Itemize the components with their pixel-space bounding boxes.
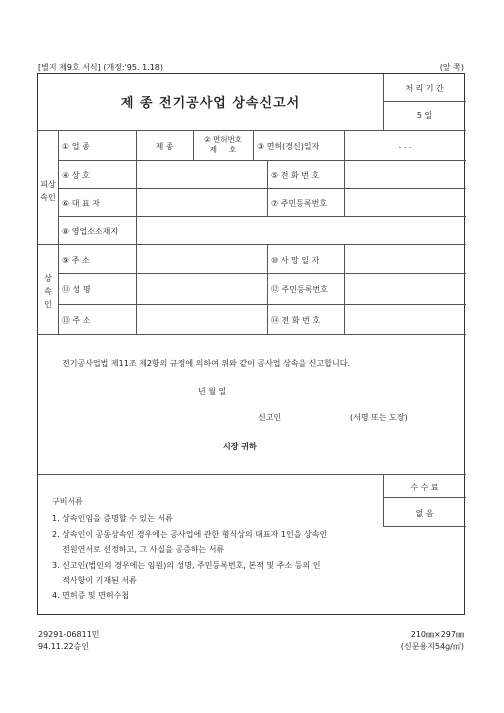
address-label-2: ⑬ 주 소 [62,316,91,325]
required-doc-item: 적사항이 기재된 서류 [52,576,137,585]
report-form [37,73,465,615]
page-side: (앞 쪽) [439,63,464,72]
footer-approval: 94.11.22승인 [38,642,90,651]
heir-group-label: 상 속 인 [44,274,52,309]
license-date-value: . . . [398,141,412,150]
registration-number-label-2: ⑫ 주민등록번호 [271,285,328,294]
processing-period-value: 5 일 [416,111,433,120]
declaration-date: 년 월 일 [198,387,227,396]
required-doc-item: 전원연서로 선정하고, 그 사실을 공증하는 서류 [52,545,225,554]
form-title: 제 종 전기공사업 상속신고서 [120,96,301,111]
signature-label: (서명 또는 도장) [350,413,408,422]
form-number: [별지 제9호 서식] (개정:'95. 1.18) [38,63,163,72]
company-name-label: ④ 상 호 [62,171,90,180]
reporter-label: 신고인 [258,413,282,422]
office-location-label: ⑧ 영업소소재지 [62,227,119,236]
fee-label: 수 수 료 [410,483,439,492]
addressee: 시장 귀하 [223,442,257,451]
business-type-label: ① 업 종 [62,142,90,151]
heir-name-label: ⑪ 성 명 [62,285,91,294]
decedent-group-label: 피상 속인 [40,180,56,202]
required-docs-heading: 구비서류 [52,497,83,506]
representative-label: ⑥ 대 표 자 [62,199,100,208]
required-doc-item: 4. 면허증 및 면허수첩 [52,591,130,600]
processing-period-label: 처 리 기 간 [405,84,444,93]
death-date-label: ⑩ 사 망 일 자 [271,256,320,265]
phone-label-2: ⑭ 전 화 번 호 [271,316,321,325]
phone-label-1: ⑤ 전 화 번 호 [271,171,320,180]
footer-size: 210㎜×297㎜ [410,630,464,639]
footer-code: 29291-06811민 [38,630,100,639]
required-doc-item: 1. 상속인임을 증명할 수 있는 서류 [52,514,173,523]
footer-paper: (신문용지54g/㎡) [400,642,464,651]
declaration-text: 전기공사업법 제11조 제2항의 규정에 의하여 위와 같이 공사업 상속을 신고합니다. [62,359,350,368]
required-doc-item: 2. 상속인이 공동상속인 경우에는 공사업에 관한 형식상의 대표자 1인을 상속인 [52,530,328,539]
registration-number-label-1: ⑦ 주민등록번호 [271,199,328,208]
business-type-value: 제 종 [155,142,174,151]
license-number-label: ② 면허번호 제 호 [203,135,243,154]
fee-value: 없 음 [415,509,434,518]
license-date-label: ③ 면허(경신)일자 [257,142,320,151]
address-label-1: ⑨ 주 소 [62,256,90,265]
required-doc-item: 3. 신고인(법인의 경우에는 임원)의 성명, 주민등록번호, 본적 및 주소 등의 인 [52,561,321,570]
